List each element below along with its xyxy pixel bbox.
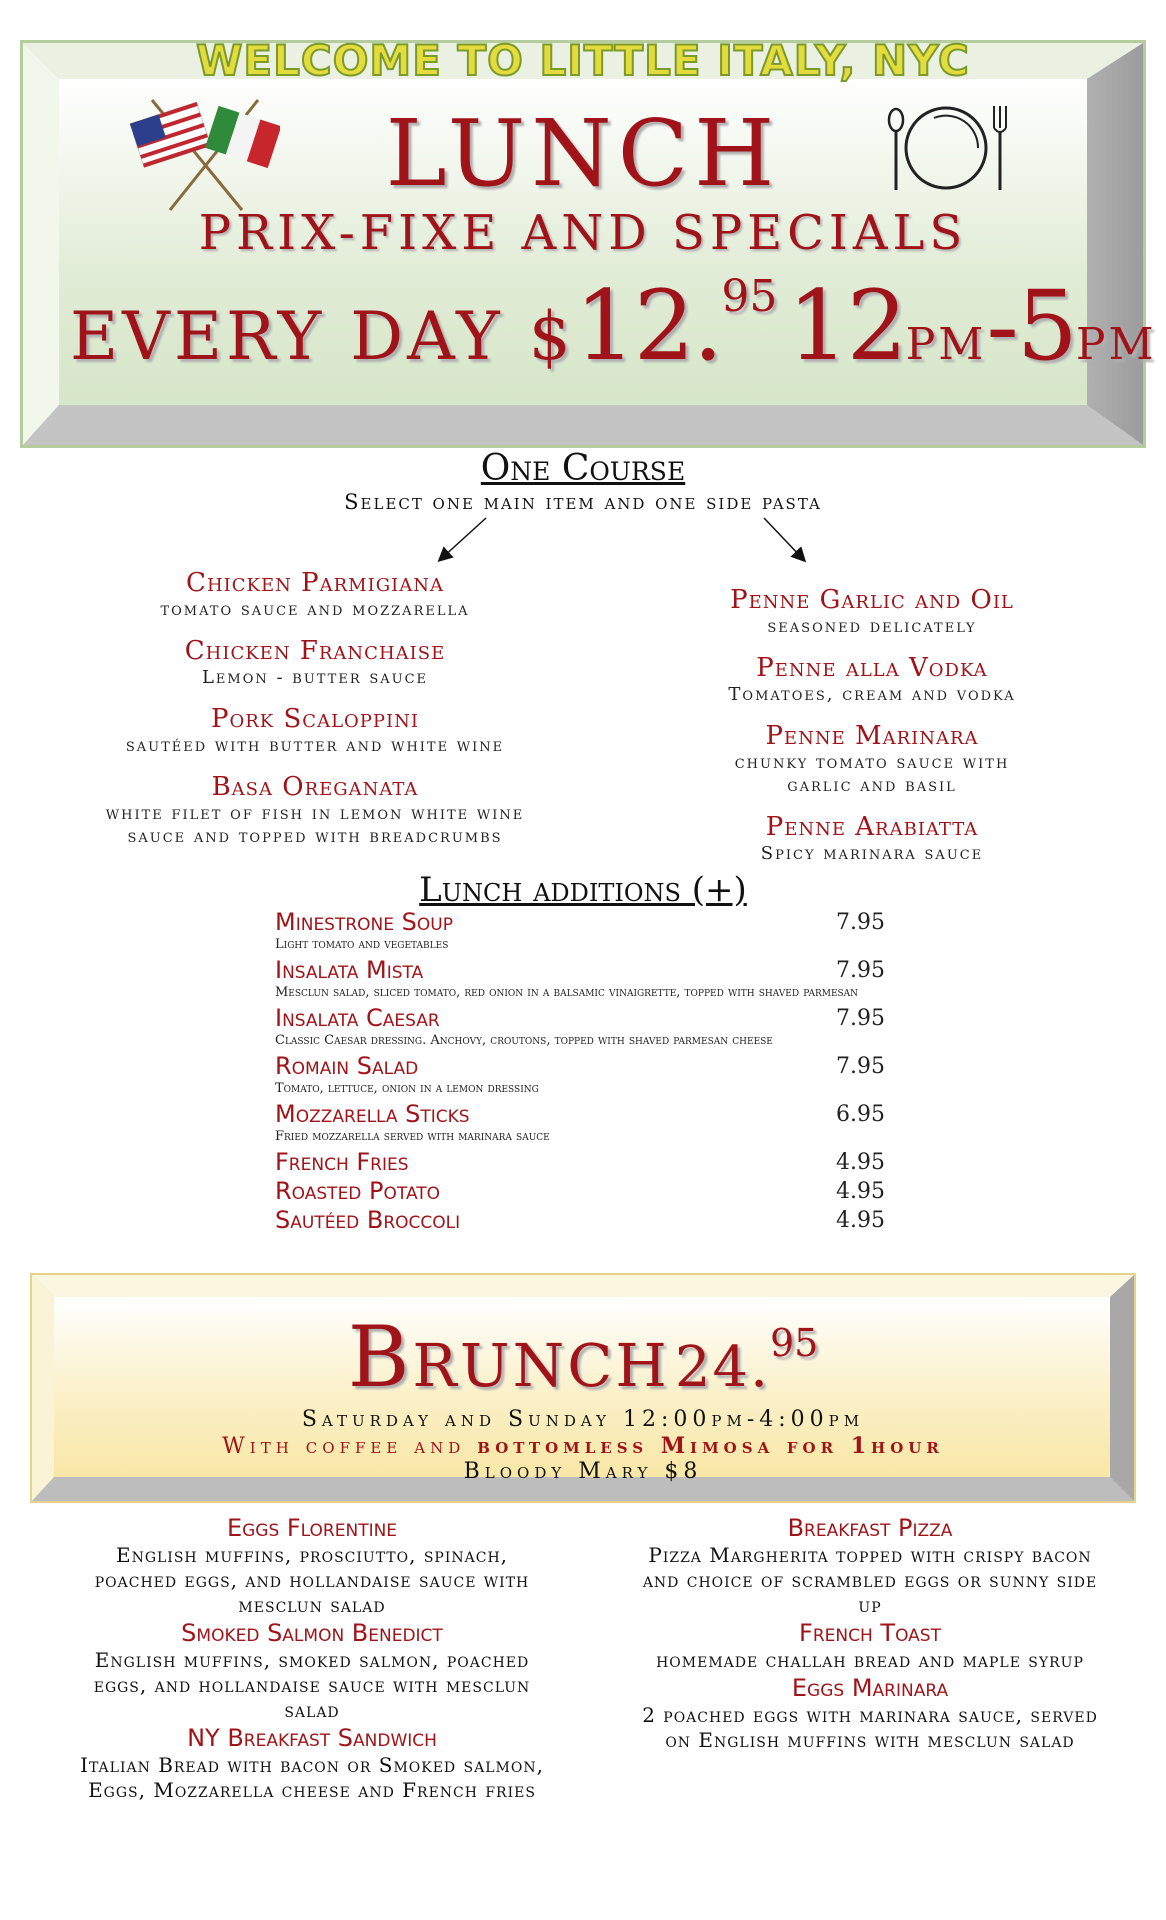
- side-item-desc: Tomatoes, cream and vodka: [728, 684, 1016, 705]
- brunch-item-desc: 2 poached eggs with marinara sauce, served on English muffins with mesclun salad: [642, 1703, 1098, 1752]
- prix-fixe-subtitle: PRIX-FIXE AND SPECIALS: [198, 205, 968, 261]
- hours-start: 12: [787, 270, 906, 382]
- addition-name: Insalata Caesar: [275, 1004, 440, 1032]
- brunch-item-name: French Toast: [799, 1619, 941, 1647]
- addition-price: 7.95: [836, 910, 885, 935]
- lunch-title: LUNCH: [385, 100, 781, 207]
- hours-start-suffix: PM: [905, 319, 987, 370]
- addition-name: Roasted Potato: [275, 1177, 441, 1205]
- brunch-coffee-line: [0, 1433, 1166, 1459]
- addition-name: Insalata Mista: [275, 956, 424, 984]
- list-item: [275, 1206, 885, 1235]
- mains-column: [80, 568, 550, 863]
- list-item: [275, 1177, 885, 1206]
- brunch-price-main: 24.: [674, 1335, 770, 1400]
- brunch-item-desc: English muffins, prosciutto, spinach, poached eggs, and hollandaise sauce with mesclun salad: [94, 1543, 530, 1617]
- brunch-label: Brunch: [347, 1308, 670, 1406]
- brunch-price-cents: 95: [769, 1321, 819, 1365]
- main-item-name: Basa Oreganata: [211, 772, 419, 802]
- additions-list: [275, 908, 885, 1235]
- list-item: [682, 585, 1062, 638]
- list-item: [275, 908, 885, 952]
- main-item-name: Chicken Parmigiana: [186, 568, 444, 598]
- list-item: [275, 1100, 885, 1144]
- main-item-desc: tomato sauce and mozzarella: [160, 599, 470, 620]
- brunch-item-name: Breakfast Pizza: [787, 1514, 953, 1542]
- addition-price: 7.95: [836, 1006, 885, 1031]
- main-item-name: Chicken Franchaise: [184, 636, 446, 666]
- list-item: [630, 1673, 1110, 1753]
- addition-desc: Fried mozzarella served with marinara sauce: [275, 1129, 550, 1144]
- brunch-item-name: Eggs Florentine: [226, 1514, 398, 1542]
- list-item: [275, 1148, 885, 1177]
- brunch-days: Saturday and Sunday 12:00pm-4:00pm: [301, 1407, 865, 1432]
- lunch-price-cents: 95: [721, 271, 778, 322]
- brunch-item-desc: English muffins, smoked salmon, poached eggs, and hollandaise sauce with mesclun salad: [93, 1648, 531, 1722]
- addition-desc: Light tomato and vegetables: [275, 937, 449, 952]
- list-item: [72, 1618, 552, 1723]
- brunch-item-desc: homemade challah bread and maple syrup: [656, 1648, 1084, 1672]
- addition-price: 4.95: [836, 1150, 885, 1175]
- list-item: [275, 956, 885, 1000]
- addition-price: 6.95: [836, 1102, 885, 1127]
- main-item-name: Pork Scaloppini: [210, 704, 419, 734]
- one-course-title: One Course: [480, 448, 686, 489]
- lunch-price-main: 12.: [574, 270, 722, 382]
- addition-price: 4.95: [836, 1179, 885, 1204]
- bloody-mary: Bloody Mary $8: [463, 1459, 703, 1484]
- addition-name: French Fries: [275, 1148, 409, 1176]
- addition-price: 4.95: [836, 1208, 885, 1233]
- welcome-heading: WELCOME TO LITTLE ITALY, NYC: [196, 36, 970, 85]
- addition-price: 7.95: [836, 1054, 885, 1079]
- brunch-item-name: Eggs Marinara: [791, 1674, 949, 1702]
- addition-name: Mozzarella Sticks: [275, 1100, 470, 1128]
- hours-end: -5: [986, 270, 1076, 382]
- brunch-item-desc: Italian Bread with bacon or Smoked salmon, Eggs, Mozzarella cheese and French fries: [80, 1753, 544, 1802]
- addition-desc: Mesclun salad, sliced tomato, red onion in a balsamic vinaigrette, topped with shaved parmesan: [275, 985, 859, 1000]
- side-item-desc: Spicy marinara sauce: [760, 843, 984, 864]
- list-item: [72, 1513, 552, 1618]
- brunch-item-desc: Pizza Margherita topped with crispy bacon and choice of scrambled eggs or sunny side up: [642, 1543, 1098, 1617]
- lunch-price-hours: [70, 270, 1157, 382]
- main-item-desc: Lemon - butter sauce: [201, 667, 429, 688]
- list-item: [630, 1513, 1110, 1618]
- addition-name: Sautéed Broccoli: [275, 1206, 461, 1234]
- list-item: [80, 704, 550, 757]
- brunch-title: [0, 1308, 1166, 1406]
- side-item-desc: seasoned delicately: [767, 616, 977, 637]
- side-item-desc: chunky tomato sauce with garlic and basil: [734, 752, 1010, 796]
- list-item: [275, 1052, 885, 1096]
- addition-name: Minestrone Soup: [275, 908, 453, 936]
- side-item-name: Penne Arabiatta: [765, 812, 979, 842]
- arrows-icon: [430, 512, 820, 572]
- addition-price: 7.95: [836, 958, 885, 983]
- list-item: [80, 636, 550, 689]
- brunch-item-name: NY Breakfast Sandwich: [187, 1724, 437, 1752]
- additions-title: Lunch additions (+): [419, 870, 747, 910]
- main-item-desc: sautéed with butter and white wine: [125, 735, 505, 756]
- list-item: [275, 1004, 885, 1048]
- brunch-item-name: Smoked Salmon Benedict: [181, 1619, 443, 1647]
- brunch-coffee-prefix: With coffee and: [222, 1434, 478, 1459]
- list-item: [80, 568, 550, 621]
- side-item-name: Penne Garlic and Oil: [730, 585, 1014, 615]
- list-item: [72, 1723, 552, 1803]
- addition-desc: Classic Caesar dressing. Anchovy, croutons, topped with shaved parmesan cheese: [275, 1033, 773, 1048]
- sides-column: [682, 585, 1062, 880]
- list-item: [682, 812, 1062, 865]
- main-item-desc: white filet of fish in lemon white wine sauce and topped with breadcrumbs: [105, 803, 525, 847]
- brunch-mimosa: bottomless Mimosa for 1hour: [477, 1433, 944, 1459]
- list-item: [80, 772, 550, 848]
- one-course-subtitle: Select one main item and one side pasta: [344, 490, 822, 514]
- list-item: [630, 1618, 1110, 1673]
- side-item-name: Penne alla Vodka: [756, 653, 988, 683]
- brunch-right-column: [630, 1513, 1110, 1753]
- addition-desc: Tomato, lettuce, onion in a lemon dressing: [275, 1081, 539, 1096]
- side-item-name: Penne Marinara: [765, 721, 979, 751]
- hours-end-suffix: PM: [1075, 319, 1157, 370]
- every-day-label: EVERY DAY $: [70, 298, 575, 375]
- brunch-left-column: [72, 1513, 552, 1803]
- addition-name: Romain Salad: [275, 1052, 419, 1080]
- list-item: [682, 721, 1062, 797]
- list-item: [682, 653, 1062, 706]
